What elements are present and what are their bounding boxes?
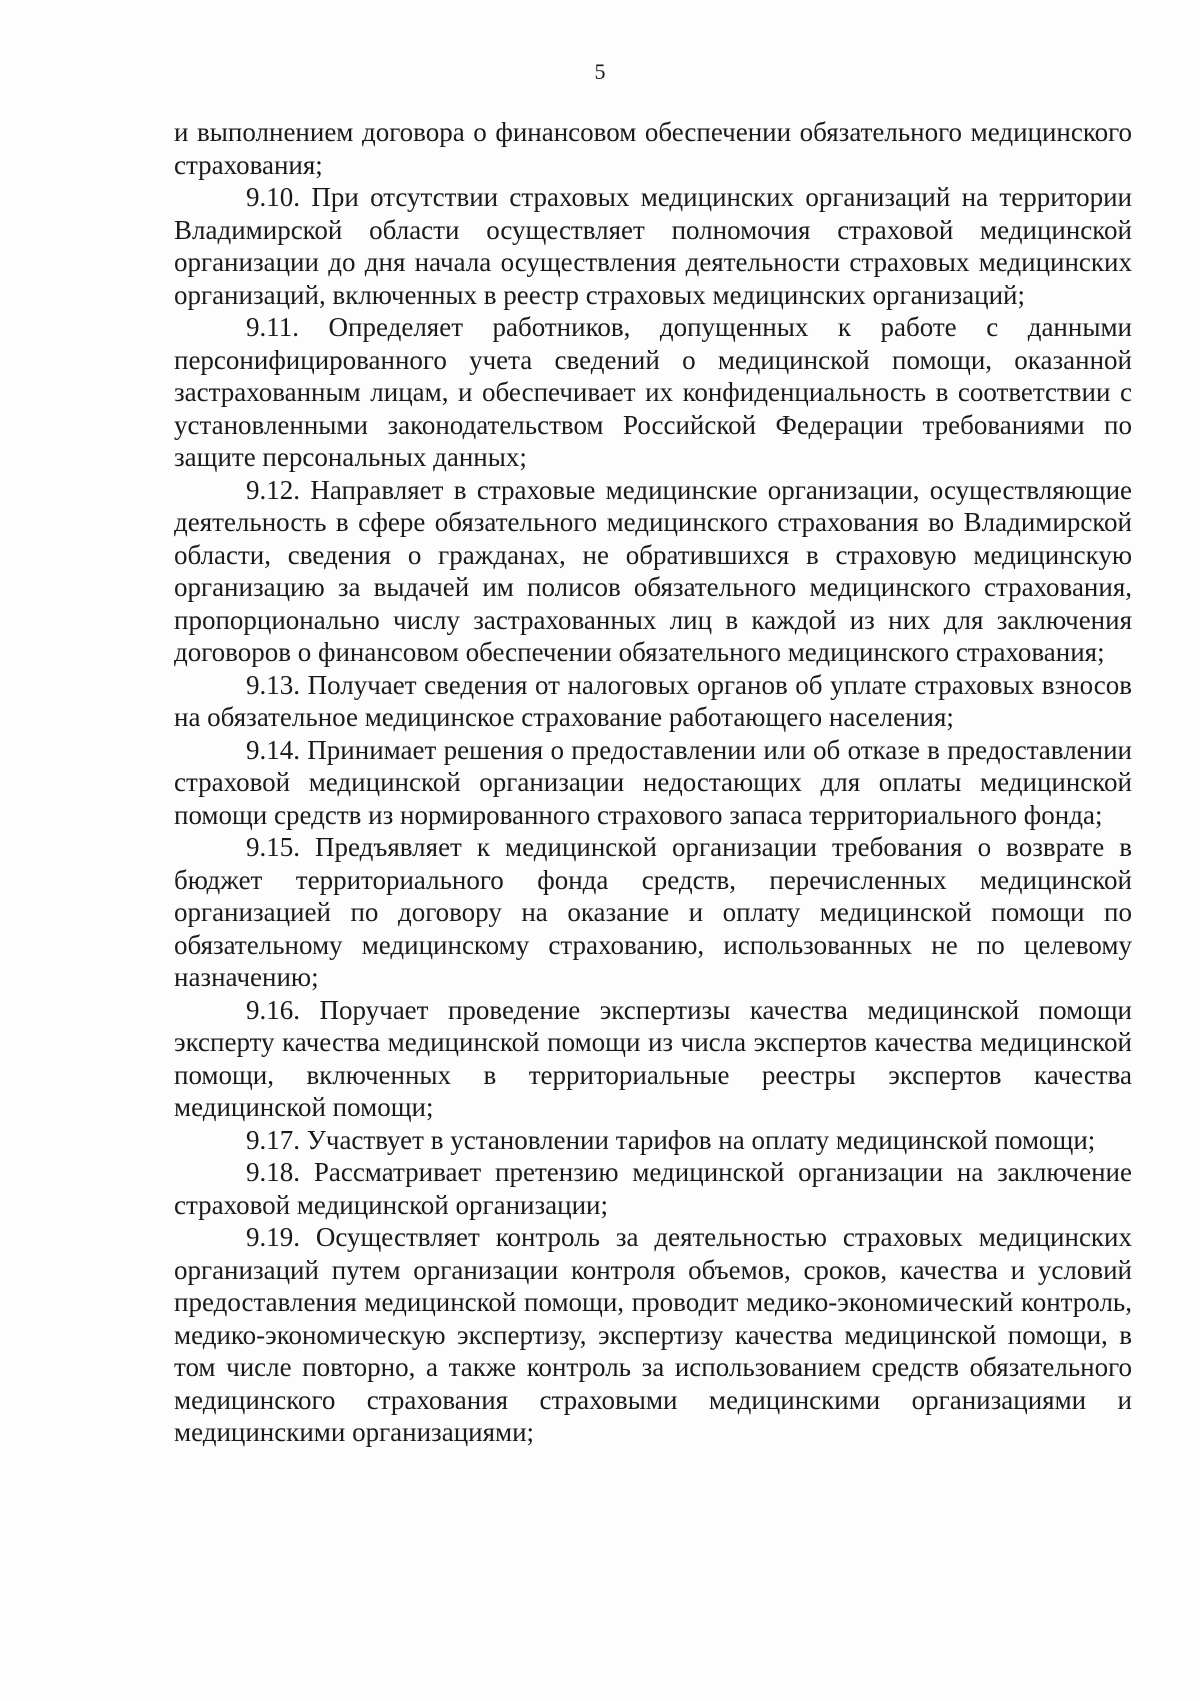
paragraph-9-16: 9.16. Поручает проведение экспертизы качества медицинской помощи эксперту качества медицинской помощи из числа экспертов качества медицинской помощи, включенных в территориальные реестры экспертов качества медицинской помощи; [174, 994, 1132, 1122]
paragraph-9-19: 9.19. Осуществляет контроль за деятельностью страховых медицинских организаций путем организации контроля объемов, сроков, качества и условий предоставления медицинской помощи, проводит медико-экономический контроль, медико-экономическую экспертизу, экспертизу качества медицинской помощи, в том числе повторно, а также контроль за использованием средств обязательного медицинского страхования страховыми медицинскими организациями и медицинскими организациями; [174, 1222, 1132, 1447]
document-body [174, 116, 1132, 1449]
paragraph-9-10: 9.10. При отсутствии страховых медицинских организаций на территории Владимирской области осуществляет полномочия страховой медицинской организации до дня начала осуществления деятельности страховых медицинских организаций, включенных в реестр страховых медицинских организаций; [174, 182, 1132, 310]
paragraph-9-12: 9.12. Направляет в страховые медицинские организации, осуществляющие деятельность в сфере обязательного медицинского страхования во Владимирской области, сведения о гражданах, не обратившихся в страховую медицинскую организацию за выдачей им полисов обязательного медицинского страхования, пропорционально числу застрахованных лиц в каждой из них для заключения договоров о финансовом обеспечении обязательного медицинского страхования; [174, 474, 1132, 667]
paragraph-9-14: 9.14. Принимает решения о предоставлении или об отказе в предоставлении страховой медицинской организации недостающих для оплаты медицинской помощи средств из нормированного страхового запаса территориального фонда; [174, 734, 1132, 830]
page-number: 5 [594, 59, 606, 84]
paragraph-9-15: 9.15. Предъявляет к медицинской организации требования о возврате в бюджет территориального фонда средств, перечисленных медицинской организацией по договору на оказание и оплату медицинской помощи по обязательному медицинскому страхованию, использованных не по целевому назначению; [174, 832, 1132, 992]
paragraph-continuation: и выполнением договора о финансовом обеспечении обязательного медицинского страхования; [174, 117, 1132, 180]
paragraph-9-13: 9.13. Получает сведения от налоговых органов об уплате страховых взносов на обязательное медицинское страхование работающего населения; [174, 669, 1132, 732]
paragraph-9-17: 9.17. Участвует в установлении тарифов на оплату медицинской помощи; [246, 1124, 1096, 1155]
paragraph-9-18: 9.18. Рассматривает претензию медицинской организации на заключение страховой медицинской организации; [174, 1157, 1132, 1220]
paragraph-9-11: 9.11. Определяет работников, допущенных к работе с данными персонифицированного учета сведений о медицинской помощи, оказанной застрахованным лицам, и обеспечивает их конфиденциальность в соответствии с установленными законодательством Российской Федерации требованиями по защите персональных данных; [174, 312, 1132, 472]
